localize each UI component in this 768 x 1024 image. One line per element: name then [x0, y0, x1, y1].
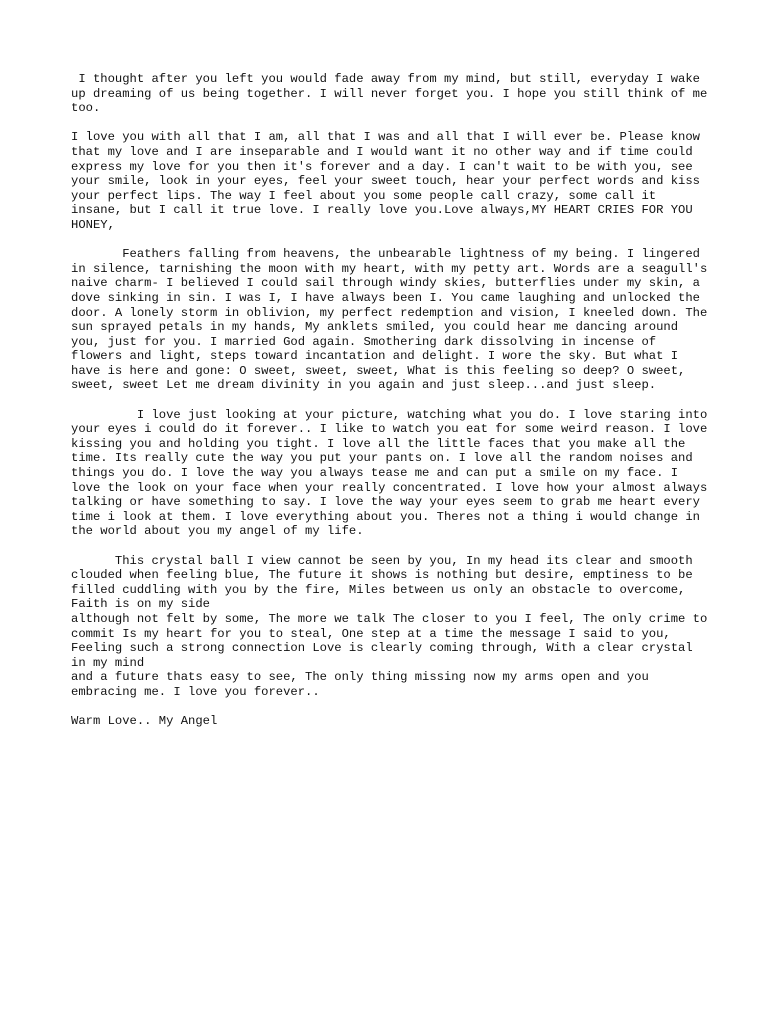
paragraph-picture: I love just looking at your picture, watching what you do. I love staring into your eyes i could do it forever.. I like to watch you eat for some weird reason. I love kissing you and holding you tight. I love all the little faces that you make all the time. Its really cute the way you put your pants on. I love all the random noises and things you do. I love the way you always tease me and can put a smile on my face. I love the look on your face when your really concentrated. I love how your almost always talking or have something to say. I love the way your eyes seem to grab me heart every time i look at them. I love everything about you. Theres not a thing i would change in the world about you my angel of my life. — [71, 407, 715, 539]
document-page — [71, 72, 715, 743]
paragraph-crystal-ball: This crystal ball I view cannot be seen by you, In my head its clear and smooth clouded when feeling blue, The future it shows is nothing but desire, emptiness to be filled cuddling with you by the fire, Miles between us only an obstacle to overcome, Faith is on my side although not felt by some, The more we talk The closer to you I feel, The only crime to commit Is my heart for you to steal, One step at a time the message I said to you, Feeling such a strong connection Love is clearly coming through, With a clear crystal in my mind and a future thats easy to see, The only thing missing now my arms open and you embracing me. I love you forever.. — [71, 553, 708, 699]
paragraph-feathers: Feathers falling from heavens, the unbearable lightness of my being. I lingered in silence, tarnishing the moon with my heart, with my petty art. Words are a seagull's naive charm- I believed I could sail through windy skies, butterflies under my skin, a dove sinking in sin. I was I, I have always been I. You came laughing and unlocked the door. A lonely storm in oblivion, my perfect redemption and vision, I kneeled down. The sun sprayed petals in my hands, My anklets smiled, you could hear me dancing around you, just for you. I married God again. Smothering dark dissolving in incense of flowers and light, steps toward incantation and delight. I wore the sky. But what I have is here and gone: O sweet, sweet, sweet, What is this feeling so deep? O sweet, sweet, sweet Let me dream divinity in you again and just sleep...and just sleep. — [71, 247, 715, 393]
paragraph-fade-away: I thought after you left you would fade away from my mind, but still, everyday I wake up dreaming of us being together. I will never forget you. I hope you still think of me too. — [71, 72, 715, 116]
paragraph-love-you: I love you with all that I am, all that I was and all that I will ever be. Please know that my love and I are inseparable and I would want it no other way and if time could express my love for you then it's forever and a day. I can't wait to be with you, see your smile, look in your eyes, feel your sweet touch, hear your perfect words and kiss your perfect lips. The way I feel about you some people call crazy, some call it insane, but I call it true love. I really love you.Love always,MY HEART CRIES FOR YOU HONEY, — [71, 130, 708, 232]
closing-signature: Warm Love.. My Angel — [71, 714, 218, 729]
